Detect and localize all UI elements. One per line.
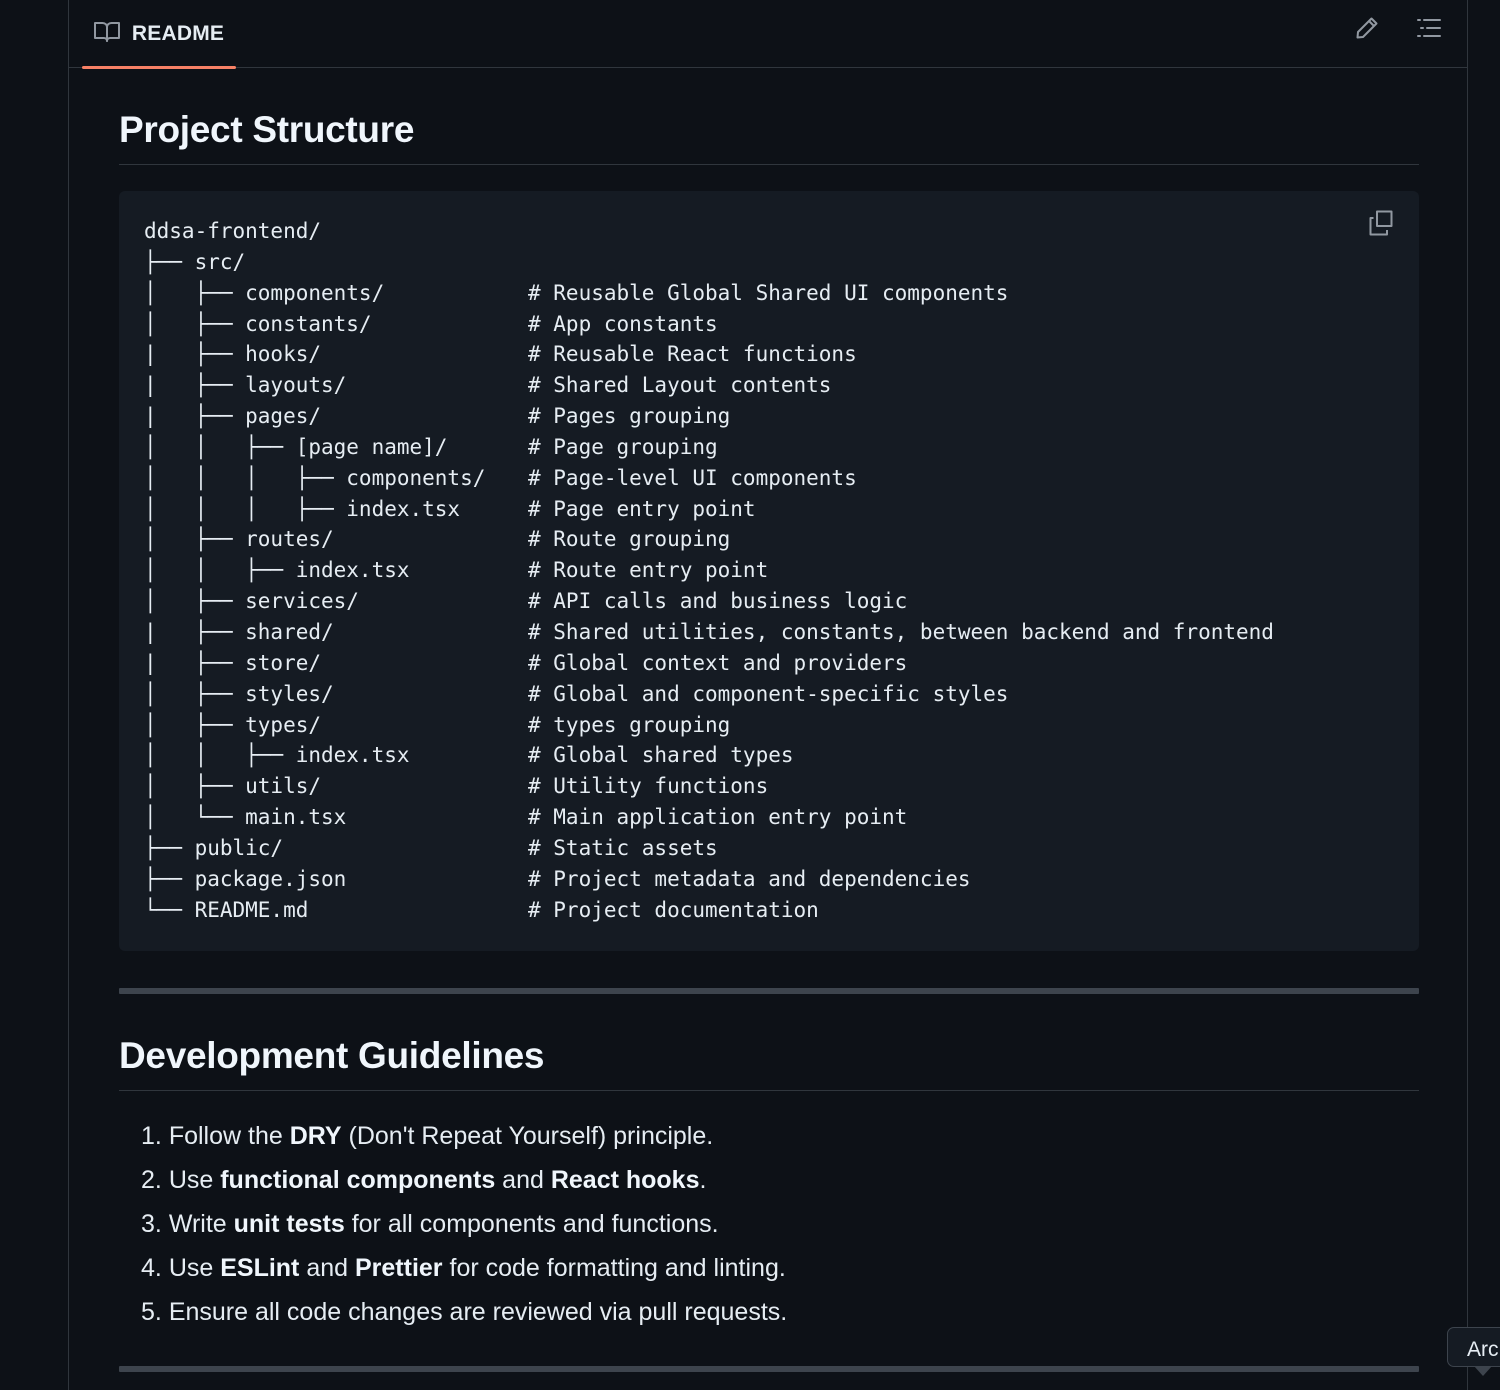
list-item — [141, 1114, 787, 1158]
code-line — [144, 740, 1274, 771]
code-comment: # Shared utilities, constants, between backend and frontend — [528, 619, 1274, 644]
list-bold-text: Prettier — [355, 1254, 443, 1282]
list-bold-text: ESLint — [220, 1254, 300, 1282]
list-icon — [1416, 17, 1442, 44]
code-tree-path: │ │ │ ├── components/ — [144, 465, 486, 490]
code-line — [144, 586, 1274, 617]
code-comment: # Global and component-specific styles — [528, 681, 1009, 706]
code-tree-path: │ ├── services/ — [144, 589, 359, 614]
divider — [119, 1366, 1419, 1372]
list-item — [141, 1290, 787, 1334]
code-line — [144, 278, 1274, 309]
list-text: Use — [168, 1254, 221, 1282]
code-line — [144, 432, 1274, 463]
code-line — [144, 864, 1274, 895]
code-tree-path: │ │ ├── [page name]/ — [144, 434, 448, 459]
list-text: and — [495, 1166, 551, 1194]
list-text: and — [299, 1254, 355, 1282]
code-tree-path: │ ├── styles/ — [144, 681, 334, 706]
code-line — [144, 401, 1274, 432]
code-line — [144, 339, 1274, 370]
list-number: 2. — [141, 1166, 162, 1194]
pencil-icon — [1355, 16, 1379, 45]
code-tree-path: | ├── layouts/ — [144, 373, 347, 398]
code-line — [144, 463, 1274, 494]
code-line — [144, 802, 1274, 833]
code-line — [144, 555, 1274, 586]
code-comment: # Reusable React functions — [528, 342, 857, 367]
list-bold-text: DRY — [289, 1122, 342, 1150]
code-comment: # Pages grouping — [528, 404, 731, 429]
code-tree-path: │ │ │ ├── index.tsx — [144, 496, 461, 521]
code-comment: # Project documentation — [528, 897, 819, 922]
code-line — [144, 494, 1274, 525]
list-text: (Don't Repeat Yourself) principle. — [341, 1122, 714, 1150]
code-comment: # App constants — [528, 311, 718, 336]
list-number: 5. — [141, 1298, 162, 1326]
code-line — [144, 370, 1274, 401]
code-comment: # Route grouping — [528, 527, 731, 552]
code-tree-path: ddsa-frontend/ — [144, 219, 322, 243]
code-line — [144, 617, 1274, 648]
code-comment: # types grouping — [528, 712, 731, 737]
code-line — [144, 309, 1274, 340]
heading-project-structure: Project Structure — [119, 109, 1419, 165]
code-comment: # Utility functions — [528, 774, 769, 799]
code-tree-path: │ ├── utils/ — [144, 774, 322, 799]
list-text: . — [699, 1166, 707, 1194]
code-line — [144, 833, 1274, 864]
tooltip: Arc — [1447, 1327, 1500, 1367]
code-tree-path: │ └── main.tsx — [144, 805, 347, 830]
copy-icon — [1368, 210, 1394, 241]
list-number: 4. — [141, 1254, 162, 1282]
code-comment: # Static assets — [528, 835, 718, 860]
list-number: 1. — [141, 1122, 162, 1150]
code-line — [144, 247, 1274, 278]
code-tree-path: │ │ ├── index.tsx — [144, 743, 410, 768]
list-text: for code formatting and linting. — [442, 1254, 786, 1282]
code-comment: # Page grouping — [528, 434, 718, 459]
list-number: 3. — [141, 1210, 162, 1238]
code-content — [144, 216, 1274, 925]
readme-actions — [1353, 16, 1443, 44]
code-tree-path: │ ├── types/ — [144, 712, 322, 737]
list-text: Use — [168, 1166, 221, 1194]
code-line — [144, 216, 1274, 247]
code-line — [144, 710, 1274, 741]
list-item — [141, 1158, 787, 1202]
code-comment: # Page entry point — [528, 496, 756, 521]
code-comment: # Global shared types — [528, 743, 794, 768]
code-line — [144, 648, 1274, 679]
readme-panel — [68, 0, 1468, 1390]
tab-readme[interactable] — [82, 0, 236, 68]
list-item — [141, 1202, 787, 1246]
list-text: Write — [168, 1210, 234, 1238]
code-comment: # Page-level UI components — [528, 465, 857, 490]
code-tree-path: | ├── pages/ — [144, 404, 322, 429]
code-line — [144, 771, 1274, 802]
code-comment: # API calls and business logic — [528, 589, 908, 614]
code-block — [119, 191, 1419, 951]
code-tree-path: ├── public/ — [144, 835, 284, 860]
code-line — [144, 895, 1274, 926]
tab-readme-label: README — [131, 22, 225, 45]
book-icon — [94, 21, 120, 48]
list-text: Ensure all code changes are reviewed via pull requests. — [168, 1298, 788, 1326]
code-line — [144, 524, 1274, 555]
code-tree-path: ├── package.json — [144, 866, 347, 891]
outline-button[interactable] — [1415, 16, 1443, 44]
tooltip-pointer — [1474, 1366, 1492, 1376]
code-tree-path: │ ├── components/ — [144, 280, 385, 305]
edit-file-button[interactable] — [1353, 16, 1381, 44]
copy-button[interactable] — [1367, 211, 1395, 239]
code-line — [144, 679, 1274, 710]
code-tree-path: | ├── store/ — [144, 650, 322, 675]
list-bold-text: unit tests — [233, 1210, 345, 1238]
code-tree-path: │ │ ├── index.tsx — [144, 558, 410, 583]
code-comment: # Global context and providers — [528, 650, 908, 675]
code-tree-path: │ ├── constants/ — [144, 311, 372, 336]
code-tree-path: ├── src/ — [144, 249, 246, 274]
code-comment: # Route entry point — [528, 558, 769, 583]
readme-tabbar — [69, 0, 1467, 68]
code-comment: # Main application entry point — [528, 805, 908, 830]
code-tree-path: └── README.md — [144, 897, 309, 922]
code-tree-path: | ├── shared/ — [144, 619, 334, 644]
list-bold-text: functional components — [220, 1166, 496, 1194]
code-comment: # Shared Layout contents — [528, 373, 832, 398]
guidelines-list — [141, 1114, 787, 1334]
heading-development-guidelines: Development Guidelines — [119, 1035, 1419, 1091]
list-text: Follow the — [168, 1122, 290, 1150]
list-item — [141, 1246, 787, 1290]
code-tree-path: │ ├── routes/ — [144, 527, 334, 552]
list-text: for all components and functions. — [344, 1210, 719, 1238]
divider — [119, 988, 1419, 994]
code-tree-path: | ├── hooks/ — [144, 342, 322, 367]
list-bold-text: React hooks — [550, 1166, 700, 1194]
code-comment: # Reusable Global Shared UI components — [528, 280, 1009, 305]
code-comment: # Project metadata and dependencies — [528, 866, 971, 891]
